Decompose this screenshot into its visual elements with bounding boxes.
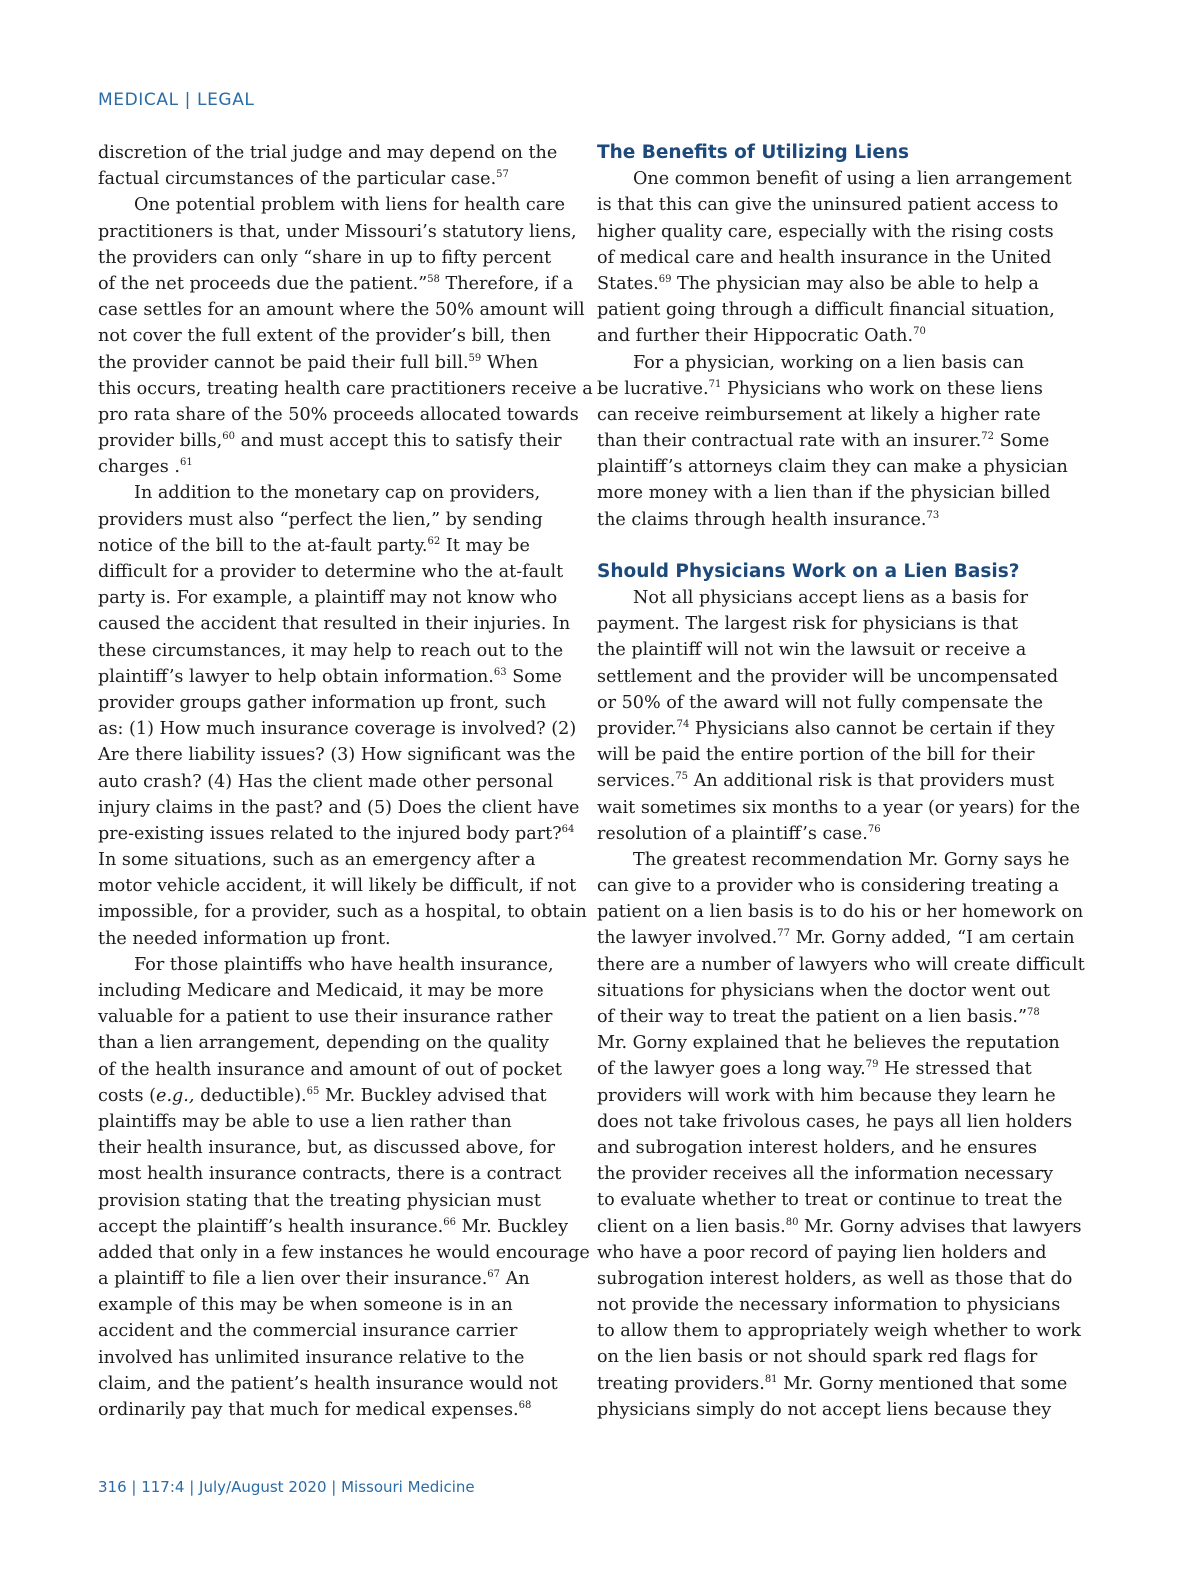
page-footer: 316 | 117:4 | July/August 2020 | Missouri Medicine bbox=[98, 1478, 475, 1496]
text-line: motor vehicle accident, it will likely be difficult, if not bbox=[98, 876, 577, 897]
text-line: than a lien arrangement, depending on the quality bbox=[98, 1033, 549, 1054]
text-line: providers must also “perfect the lien,” by sending bbox=[98, 509, 543, 530]
text-line: provision stating that the treating physician must bbox=[98, 1190, 541, 1211]
text-line: the claims through health insurance.$^{73}$ bbox=[597, 509, 940, 530]
footnote-ref: 76 bbox=[867, 823, 881, 835]
text-line: who have a poor record of paying lien holders and bbox=[597, 1242, 1047, 1263]
paragraph-start: In addition to the monetary cap on providers, bbox=[134, 483, 541, 504]
text-line: plaintiff’s attorneys claim they can make a physician bbox=[597, 457, 1068, 478]
text-line: the lawyer involved.$^{77}$ Mr. Gorny added, “I am certain bbox=[597, 928, 1075, 949]
text-line: provider groups gather information up front, such bbox=[98, 692, 547, 713]
paragraph-start: For those plaintiffs who have health insurance, bbox=[134, 954, 554, 975]
footnote-ref: 77 bbox=[777, 928, 790, 940]
text-line: auto crash? (4) Has the client made other personal bbox=[98, 771, 554, 792]
text-line: factual circumstances of the particular case.$^{57}$ bbox=[98, 169, 509, 190]
text-line: injury claims in the past? and (5) Does the client have bbox=[98, 797, 580, 818]
text-line: resolution of a plaintiff’s case.$^{76}$ bbox=[597, 823, 881, 844]
paragraph-start: The greatest recommendation Mr. Gorny says he bbox=[633, 849, 1070, 870]
footnote-ref: 81 bbox=[764, 1373, 778, 1385]
text-line: Mr. Gorny explained that he believes the reputation bbox=[597, 1033, 1060, 1054]
text-line: and further their Hippocratic Oath.$^{70}$ bbox=[597, 326, 926, 347]
text-line: party is. For example, a plaintiff may not know who bbox=[98, 588, 558, 609]
text-line: a plaintiff to file a lien over their insurance.$^{67}$ An bbox=[98, 1269, 530, 1290]
text-line: In some situations, such as an emergency after a bbox=[98, 850, 536, 871]
left-column bbox=[98, 140, 593, 1423]
text-line: or 50% of the award will not fully compensate the bbox=[597, 692, 1043, 713]
footnote-ref: 78 bbox=[1027, 1007, 1040, 1019]
text-line: the provider receives all the information necessary bbox=[597, 1164, 1054, 1185]
text-line: be lucrative.$^{71}$ Physicians who work on these liens bbox=[597, 378, 1043, 399]
text-line: this occurs, treating health care practitioners receive a bbox=[98, 378, 593, 399]
text-line: claim, and the patient’s health insurance would not bbox=[98, 1373, 558, 1394]
text-line: of their way to treat the patient on a lien basis.”$^{78}$ bbox=[597, 1007, 1040, 1027]
text-line: not provide the necessary information to physicians bbox=[597, 1295, 1061, 1316]
footnote-ref: 66 bbox=[443, 1216, 456, 1228]
paragraph-start: Not all physicians accept liens as a basis for bbox=[633, 588, 1028, 608]
footnote-ref: 59 bbox=[468, 352, 482, 364]
footnote-ref: 79 bbox=[865, 1059, 879, 1071]
footnote-ref: 75 bbox=[675, 771, 689, 783]
text-line: provider.$^{74}$ Physicians also cannot be certain if they bbox=[597, 718, 1055, 739]
text-line: Are there liability issues? (3) How significant was the bbox=[98, 745, 576, 766]
text-line: pre-existing issues related to the injured body part?$^{64}$ bbox=[98, 823, 575, 844]
text-line: to allow them to appropriately weigh whether to work bbox=[597, 1321, 1081, 1342]
text-line: settlement and the provider will be uncompensated bbox=[597, 666, 1059, 687]
text-line: the providers can only “share in up to fifty percent bbox=[98, 247, 552, 268]
text-line: provider bills,$^{60}$ and must accept this to satisfy their bbox=[98, 431, 562, 452]
text-line: to evaluate whether to treat or continue to treat the bbox=[597, 1190, 1063, 1211]
text-line: difficult for a provider to determine who the at-fault bbox=[98, 562, 564, 582]
text-line: services.$^{75}$ An additional risk is that providers must bbox=[597, 771, 1055, 792]
text-line: is that this can give the uninsured patient access to bbox=[597, 195, 1059, 216]
text-line: of medical care and health insurance in the United bbox=[597, 247, 1052, 268]
text-line: payment. The largest risk for physicians is that bbox=[597, 614, 1019, 635]
section-gap bbox=[597, 533, 1072, 559]
section-heading: Should Physicians Work on a Lien Basis? bbox=[597, 560, 1020, 582]
text-line: valuable for a patient to use their insurance rather bbox=[98, 1007, 553, 1028]
text-line: the provider cannot be paid their full bill.$^{59}$ When bbox=[98, 352, 539, 373]
text-line: treating providers.$^{81}$ Mr. Gorny mentioned that some bbox=[597, 1373, 1068, 1394]
text-line: wait sometimes six months to a year (or years) for the bbox=[597, 797, 1081, 818]
text-line: of the lawyer goes a long way.$^{79}$ He stressed that bbox=[597, 1059, 1032, 1080]
text-line: discretion of the trial judge and may depend on the bbox=[98, 143, 558, 163]
text-line: does not take frivolous cases, he pays all lien holders bbox=[597, 1111, 1073, 1132]
text-line: charges .$^{61}$ bbox=[98, 457, 193, 478]
text-line: ordinarily pay that much for medical expenses.$^{68}$ bbox=[98, 1400, 532, 1420]
text-line: most health insurance contracts, there is a contract bbox=[98, 1164, 562, 1185]
text-line: more money with a lien than if the physician billed bbox=[597, 483, 1051, 504]
footnote-ref: 80 bbox=[785, 1216, 799, 1228]
text-line: States.$^{69}$ The physician may also be able to help a bbox=[597, 273, 1039, 294]
text-line: pro rata share of the 50% proceeds allocated towards bbox=[98, 404, 579, 425]
text-line: impossible, for a provider, such as a hospital, to obtain bbox=[98, 902, 587, 923]
right-column bbox=[597, 140, 1085, 1423]
paragraph-start: One potential problem with liens for health care bbox=[134, 195, 566, 216]
text-line: plaintiff’s lawyer to help obtain information.$^{63}$ Some bbox=[98, 666, 562, 687]
footnote-ref: 60 bbox=[222, 431, 236, 443]
text-line: notice of the bill to the at-fault party.$^{62}$ It may be bbox=[98, 535, 530, 556]
text-line: involved has unlimited insurance relative to the bbox=[98, 1347, 525, 1368]
footnote-ref: 58 bbox=[427, 274, 440, 286]
footnote-ref: 72 bbox=[981, 431, 994, 443]
paragraph-start: For a physician, working on a lien basis can bbox=[633, 352, 1025, 373]
text-line: practitioners is that, under Missouri’s statutory liens, bbox=[98, 221, 577, 242]
text-line: accident and the commercial insurance carrier bbox=[98, 1321, 518, 1342]
footnote-ref: 61 bbox=[179, 457, 193, 469]
text-line: than their contractual rate with an insurer.$^{72}$ Some bbox=[597, 431, 1050, 452]
text-line: case settles for an amount where the 50% amount will bbox=[98, 300, 585, 321]
text-line: higher quality care, especially with the rising costs bbox=[597, 221, 1054, 242]
text-line: patient on a lien basis is to do his or her homework on bbox=[597, 902, 1084, 923]
text-line: caused the accident that resulted in their injuries. In bbox=[98, 614, 571, 635]
text-line: their health insurance, but, as discussed above, for bbox=[98, 1138, 556, 1159]
text-line: added that only in a few instances he would encourage bbox=[98, 1242, 590, 1263]
text-line: physicians simply do not accept liens because they bbox=[597, 1399, 1052, 1420]
text-line: on the lien basis or not should spark red flags for bbox=[597, 1347, 1038, 1368]
text-line: can receive reimbursement at likely a higher rate bbox=[597, 404, 1041, 425]
text-line: these circumstances, it may help to reach out to the bbox=[98, 640, 564, 661]
text-line: client on a lien basis.$^{80}$ Mr. Gorny advises that lawyers bbox=[597, 1216, 1082, 1237]
footnote-ref: 70 bbox=[913, 326, 926, 338]
footnote-ref: 63 bbox=[493, 666, 507, 678]
footnote-ref: 65 bbox=[306, 1085, 320, 1097]
text-line: of the net proceeds due the patient.”$^{58}$ Therefore, if a bbox=[98, 273, 574, 294]
footnote-ref: 57 bbox=[496, 169, 509, 181]
footnote-ref: 74 bbox=[676, 719, 690, 731]
text-line: not cover the full extent of the provider’s bill, then bbox=[98, 326, 551, 347]
footnote-ref: 71 bbox=[708, 378, 722, 390]
text-line: providers will work with him because they learn he bbox=[597, 1085, 1056, 1106]
text-line: situations for physicians when the doctor went out bbox=[597, 980, 1050, 1001]
footnote-ref: 68 bbox=[518, 1400, 532, 1412]
text-line: will be paid the entire portion of the bill for their bbox=[597, 745, 1035, 766]
text-line: of the health insurance and amount of out of pocket bbox=[98, 1059, 562, 1080]
footnote-ref: 62 bbox=[427, 535, 441, 547]
section-heading: The Benefits of Utilizing Liens bbox=[597, 142, 910, 163]
footnote-ref: 69 bbox=[658, 274, 672, 286]
text-line: plaintiffs may be able to use a lien rather than bbox=[98, 1111, 512, 1132]
text-line: accept the plaintiff’s health insurance.$^{66}$ Mr. Buckley bbox=[98, 1216, 569, 1237]
footnote-ref: 64 bbox=[561, 824, 575, 836]
text-line: the needed information up front. bbox=[98, 928, 391, 949]
footnote-ref: 73 bbox=[926, 509, 940, 521]
text-line: subrogation interest holders, as well as those that do bbox=[597, 1268, 1073, 1289]
section-header: MEDICAL | LEGAL bbox=[98, 90, 255, 110]
text-line: and subrogation interest holders, and he ensures bbox=[597, 1137, 1038, 1158]
text-line: can give to a provider who is considering treating a bbox=[597, 876, 1059, 897]
paragraph-start: One common benefit of using a lien arrangement bbox=[633, 169, 1072, 190]
text-line: the plaintiff will not win the lawsuit or receive a bbox=[597, 640, 1027, 661]
text-line: example of this may be when someone is in an bbox=[98, 1295, 513, 1316]
text-line: costs (e.g., deductible).$^{65}$ Mr. Buckley advised that bbox=[98, 1085, 547, 1106]
text-line: including Medicare and Medicaid, it may be more bbox=[98, 981, 544, 1001]
footnote-ref: 67 bbox=[487, 1269, 501, 1281]
text-line: patient going through a difficult financial situation, bbox=[597, 300, 1055, 321]
text-line: as: (1) How much insurance coverage is involved? (2) bbox=[98, 719, 577, 740]
text-line: there are a number of lawyers who will create difficult bbox=[597, 954, 1085, 975]
